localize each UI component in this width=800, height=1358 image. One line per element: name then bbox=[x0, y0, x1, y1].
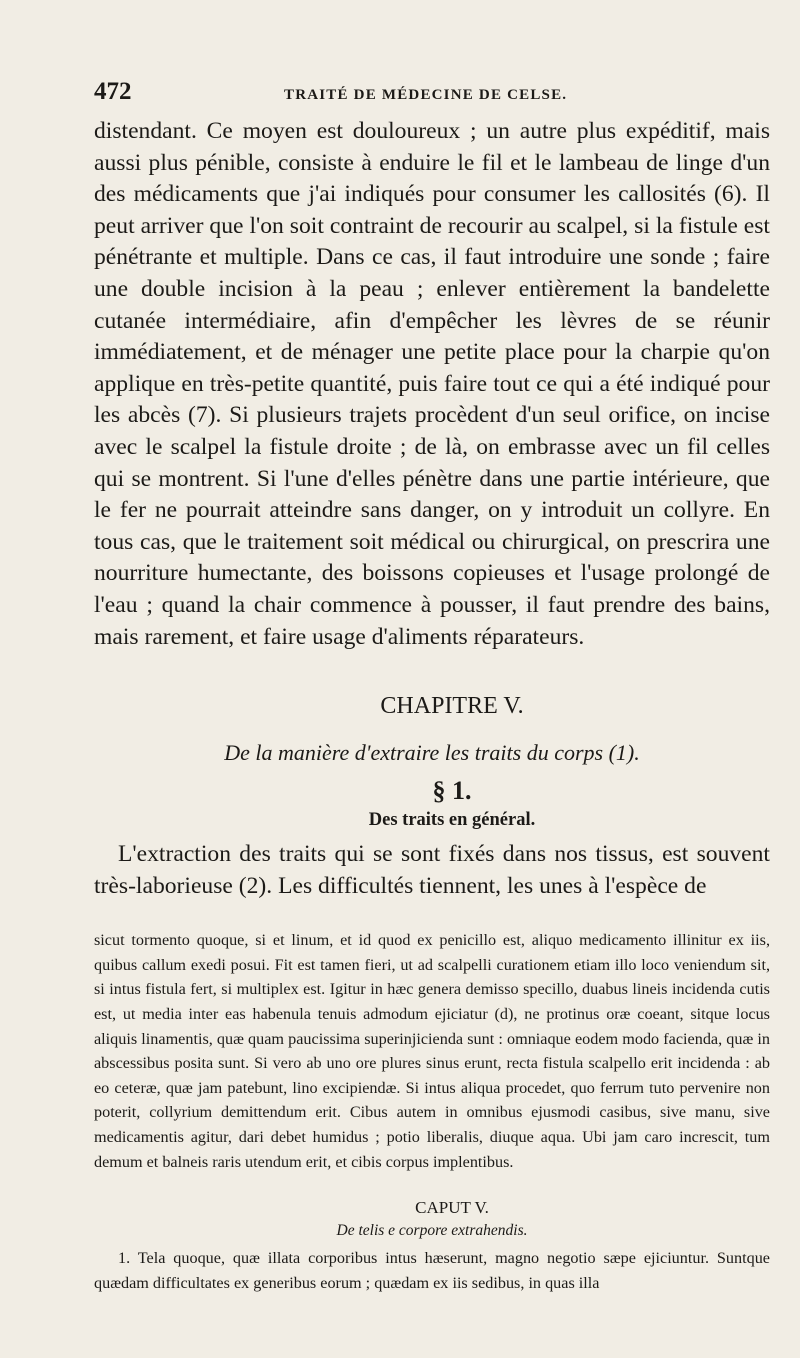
french-paragraph-1: distendant. Ce moyen est douloureux ; un autre plus expéditif, mais aussi plus pénible, consiste à enduire le fil et le lambeau de linge d'un des médicaments que j'ai indiqués pour consumer les callosités (6). Il peut arriver que l'on soit contraint de recourir au scalpel, si la fistule est pénétrante et multiple. Dans ce cas, il faut introduire une sonde ; faire une double incision à la peau ; enlever entièrement la bandelette cutanée intermédiaire, afin d'empêcher les lèvres de se réunir immédiatement, et de ménager une petite place pour la charpie qu'on applique en très-petite quantité, puis faire tout ce qui a été indiqué pour les abcès (7). Si plusieurs trajets procèdent d'un seul orifice, on incise avec le scalpel la fistule droite ; de là, on embrasse avec un fil celles qui se montrent. Si l'une d'elles pénètre dans une partie intérieure, que le fer ne pourrait atteindre sans danger, on y introduit un collyre. En tous cas, que le traitement soit médical ou chirurgical, on prescrira une nourriture humectante, des boissons copieuses et l'usage prolongé de l'eau ; quand la chair commence à pousser, il faut prendre des bains, mais rarement, et faire usage d'aliments réparateurs. bbox=[94, 118, 770, 650]
french-paragraph-2: L'extraction des traits qui se sont fixés dans nos tissus, est souvent très-laborieuse (2). Les difficultés tiennent, les unes à l'espèce de bbox=[94, 841, 770, 899]
french-translation bbox=[94, 116, 770, 902]
latin-original bbox=[94, 928, 770, 1295]
section-title: Des traits en général. bbox=[368, 810, 536, 831]
latin-chapter-subtitle: De telis e corpore extrahendis. bbox=[336, 1222, 528, 1240]
running-title: TRAITÉ DE MÉDECINE DE CELSE. bbox=[284, 87, 568, 103]
chapter-title: CHAPITRE V. bbox=[380, 693, 524, 720]
latin-chapter-title: CAPUT V. bbox=[415, 1198, 489, 1218]
latin-paragraph-1: sicut tormento quoque, si et linum, et id quod ex penicillo est, aliquo medicamento illinitur ex iis, quibus callum exedi posui. Fit est tamen fieri, ut ad scalpelli curationem etiam illo loco veniendum sit, si intus fistula fert, si multiplex est. Igitur in hæc genera demisso specillo, duabus lineis incidenda cutis est, ut media inter eas habenula tenuis admodum ejiciatur (d), ne protinus oræ coeant, sitque locus aliquis linamentis, quæ quam paucissima superinjicienda sunt : omniaque eodem modo facienda, quæ in abscessibus posita sunt. Si vero ab uno ore plures sinus erunt, recta fistula scalpello erit incidenda : ab eo ceteræ, quæ jam patebunt, lino excipiendæ. Si intus aliqua procedet, quo ferrum tuto pervenire non poterit, collyrium demittendum erit. Cibus autem in omnibus ejusmodi casibus, sive manu, sive medicamentis agitur, dari debet humidus ; potio liberalis, diuque aqua. Ubi jam caro increscit, tum demum et balneis raris utendum erit, et cibis corpus implentibus. bbox=[94, 931, 770, 1171]
section-number: § 1. bbox=[432, 776, 472, 806]
latin-paragraph-2: 1. Tela quoque, quæ illata corporibus intus hæserunt, magno negotio sæpe ejiciuntur. Suntque quædam difficultates ex generibus eorum ; quædam ex iis sedibus, in quas illa bbox=[94, 1249, 770, 1292]
chapter-subtitle: De la manière d'extraire les traits du corps (1). bbox=[224, 740, 640, 766]
page-number: 472 bbox=[94, 78, 132, 105]
page-header bbox=[94, 78, 770, 112]
